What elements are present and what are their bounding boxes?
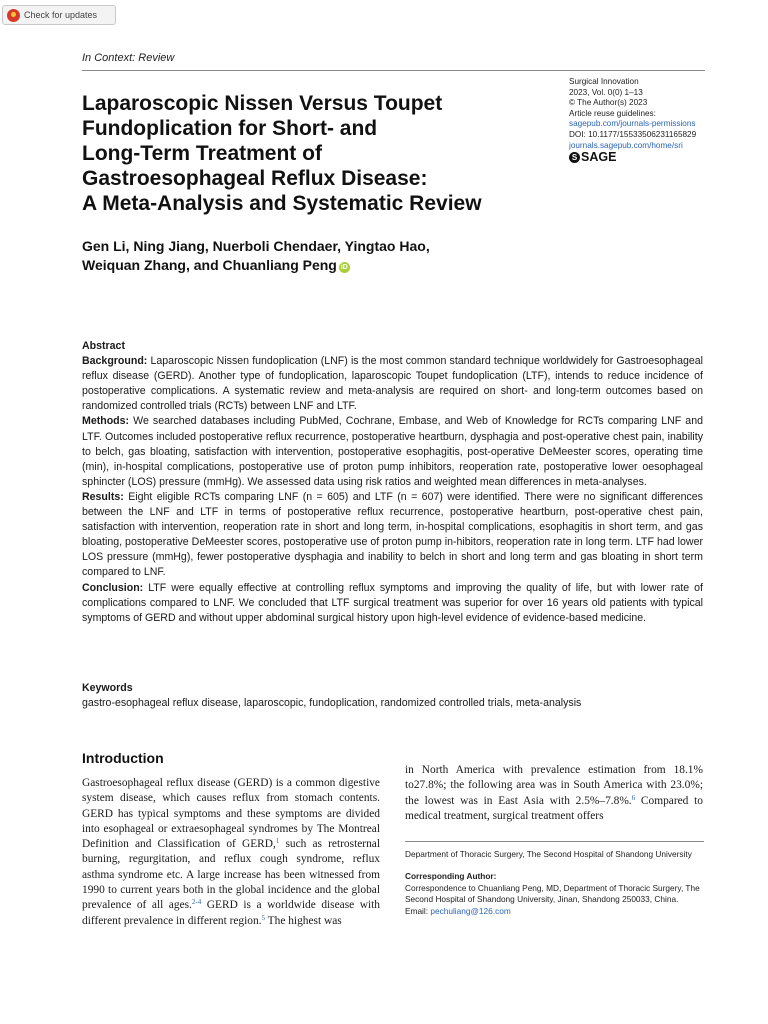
author-list: [82, 237, 602, 275]
citation-link[interactable]: 2-4: [191, 898, 202, 907]
keywords: [82, 681, 703, 711]
body-text: Gastroesophageal reflux disease (GERD) is a common digestive system disease, which causes reflux from stomach contents. GERD has typical symptoms and these symptoms are divided into esophageal or extraesophageal syndromes by The Montreal Definition and Classification of GERD,: [82, 777, 380, 851]
results-text: Eight eligible RCTs comparing LNF (n = 605) and LTF (n = 607) were identified. There were no significant differences between the LNF and LTF in terms of postoperative reflux recurrence, postoperative heartburn, post-operative chest pain, satisfaction with intervention, reoperation rate in short and long term, in-hospital complications, esophagitis in short term, and gas bloating, postoperative DeMeester scores, postoperative use of proton pump in-hibitors, reoperation rate in long term. LTF had lower LOS pressure (mmHg), fewer postoperative dysphagia and inability to belch in short and long term and gas bloating in short term compared to LNF.: [82, 490, 703, 579]
corresponding-author-text: Correspondence to Chuanliang Peng, MD, Department of Thoracic Surgery, The Second Hospital of Shandong University, Jinan, Shandong 250033, China.: [405, 882, 700, 905]
citation-link[interactable]: 1: [275, 837, 280, 846]
methods-text: We searched databases including PubMed, Cochrane, Embase, and Web of Knowledge for RCTs comparing LNF and LTF. Outcomes included postoperative reflux recurrence, postoperative heartburn, dysphagia and post-operative chest pain, inability to belch, gas bloating, satisfaction with intervention, postoperative esophagitis, post-operative DeMeester scores, operating time (min), in-hospital complications, postoperative use of proton pump inhibitors, reoperation rate, postoperative lower oesophageal sphincter (LOS) pressure (mmHg). We assessed data using risk ratios and weighted mean differences in meta-analyses.: [82, 415, 703, 488]
title-line: Gastroesophageal Reflux Disease:: [82, 167, 428, 190]
abstract-conclusion: [82, 581, 703, 626]
article-type: In Context: Review: [82, 52, 175, 64]
body-text: The highest was: [265, 914, 342, 927]
publisher-name: SAGE: [581, 150, 617, 165]
background-text: Laparoscopic Nissen fundoplication (LNF) is the most common standard technique worldwidely for Gastroesophageal reflux disease (GERD). Another type of fundoplication, laparoscopic Toupet fundoplication (LTF), intends to reduce incidence of postoperative complications. A systematic review and meta-analysis are required on short- and long-term outcomes based on randomized controlled trials (RCTs) between LNF and LTF.: [82, 355, 703, 413]
article-title: [82, 91, 552, 216]
citation-link[interactable]: 6: [631, 793, 636, 802]
authors-line: Weiquan Zhang, and Chuanliang Peng: [82, 257, 337, 273]
abstract-background: [82, 354, 703, 414]
title-line: A Meta-Analysis and Systematic Review: [82, 192, 482, 215]
citation-link[interactable]: 5: [261, 913, 266, 922]
journal-volume: 2023, Vol. 0(0) 1–13: [569, 87, 643, 97]
footnote-divider: [405, 841, 704, 842]
permissions-link[interactable]: sagepub.com/journals-permissions: [569, 119, 696, 129]
abstract-results: [82, 490, 703, 581]
journal-home-link[interactable]: journals.sagepub.com/home/sri: [569, 140, 683, 150]
email-label: Email:: [405, 905, 431, 916]
conclusion-label: Conclusion:: [82, 581, 144, 594]
conclusion-text: LTF were equally effective at controlling reflux symptoms and improving the quality of life, but with lower rate of complications compared to LNF. We concluded that LTF surgical treatment was superior for over 16 years old patients with typical symptoms of GERD and without upper abdominal surgical history upon high-level evidence of evidence-based medicine.: [82, 581, 703, 624]
sage-logo-icon: S: [569, 152, 580, 163]
keywords-text: gastro-esophageal reflux disease, laparoscopic, fundoplication, randomized controlled trials, meta-analysis: [82, 697, 582, 709]
abstract: [82, 339, 703, 626]
body-text: such as retrosternal burning, regurgitation, and reflux cough syndrome, reflux asthma syndrome etc. A large increase has been witnessed from 1990 to current years both in the global incidence and the global prevalence of all ages.: [82, 838, 380, 912]
title-line: Long-Term Treatment of: [82, 142, 322, 165]
title-line: Fundoplication for Short- and: [82, 117, 378, 140]
publisher-logo: [569, 152, 729, 163]
section-heading: Introduction: [82, 750, 164, 766]
title-line: Laparoscopic Nissen Versus Toupet: [82, 92, 443, 115]
body-column-left: [82, 776, 380, 929]
check-for-updates-label: Check for updates: [24, 10, 98, 20]
abstract-heading: Abstract: [82, 340, 125, 352]
authors-line: Gen Li, Ning Jiang, Nuerboli Chendaer, Yingtao Hao,: [82, 238, 430, 254]
authors-line-2: [82, 256, 602, 275]
results-label: Results:: [82, 490, 124, 503]
check-for-updates-button[interactable]: [2, 5, 116, 25]
email-link[interactable]: pechuliang@126.com: [430, 905, 511, 916]
doi: DOI: 10.1177/15533506231165829: [569, 129, 697, 139]
methods-label: Methods:: [82, 415, 130, 428]
affiliation: Department of Thoracic Surgery, The Second Hospital of Shandong University: [405, 849, 692, 859]
email-line: [405, 906, 705, 917]
journal-info: [569, 77, 729, 163]
reuse-guidelines: Article reuse guidelines:: [569, 108, 656, 118]
abstract-methods: [82, 414, 703, 489]
orcid-icon[interactable]: iD: [340, 264, 348, 271]
body-column-right: [405, 763, 703, 824]
crossmark-icon: [7, 9, 20, 22]
body-text: in North America with prevalence estimation from 18.1% to27.8%; the following area was in South America with 23.0%; the lowest was in East Asia with 2.5%–7.8%.: [405, 764, 703, 807]
body-text: GERD is a worldwide disease with different prevalence in different region.: [82, 899, 381, 927]
copyright: © The Author(s) 2023: [569, 98, 648, 108]
header-divider: [82, 70, 705, 71]
keywords-heading: Keywords: [82, 682, 133, 694]
journal-name: Surgical Innovation: [569, 77, 639, 86]
background-label: Background:: [82, 355, 148, 368]
corresponding-author-heading: Corresponding Author:: [405, 871, 497, 882]
footnotes: [405, 849, 705, 917]
body-text: Compared to medical treatment, surgical treatment offers: [405, 794, 703, 822]
